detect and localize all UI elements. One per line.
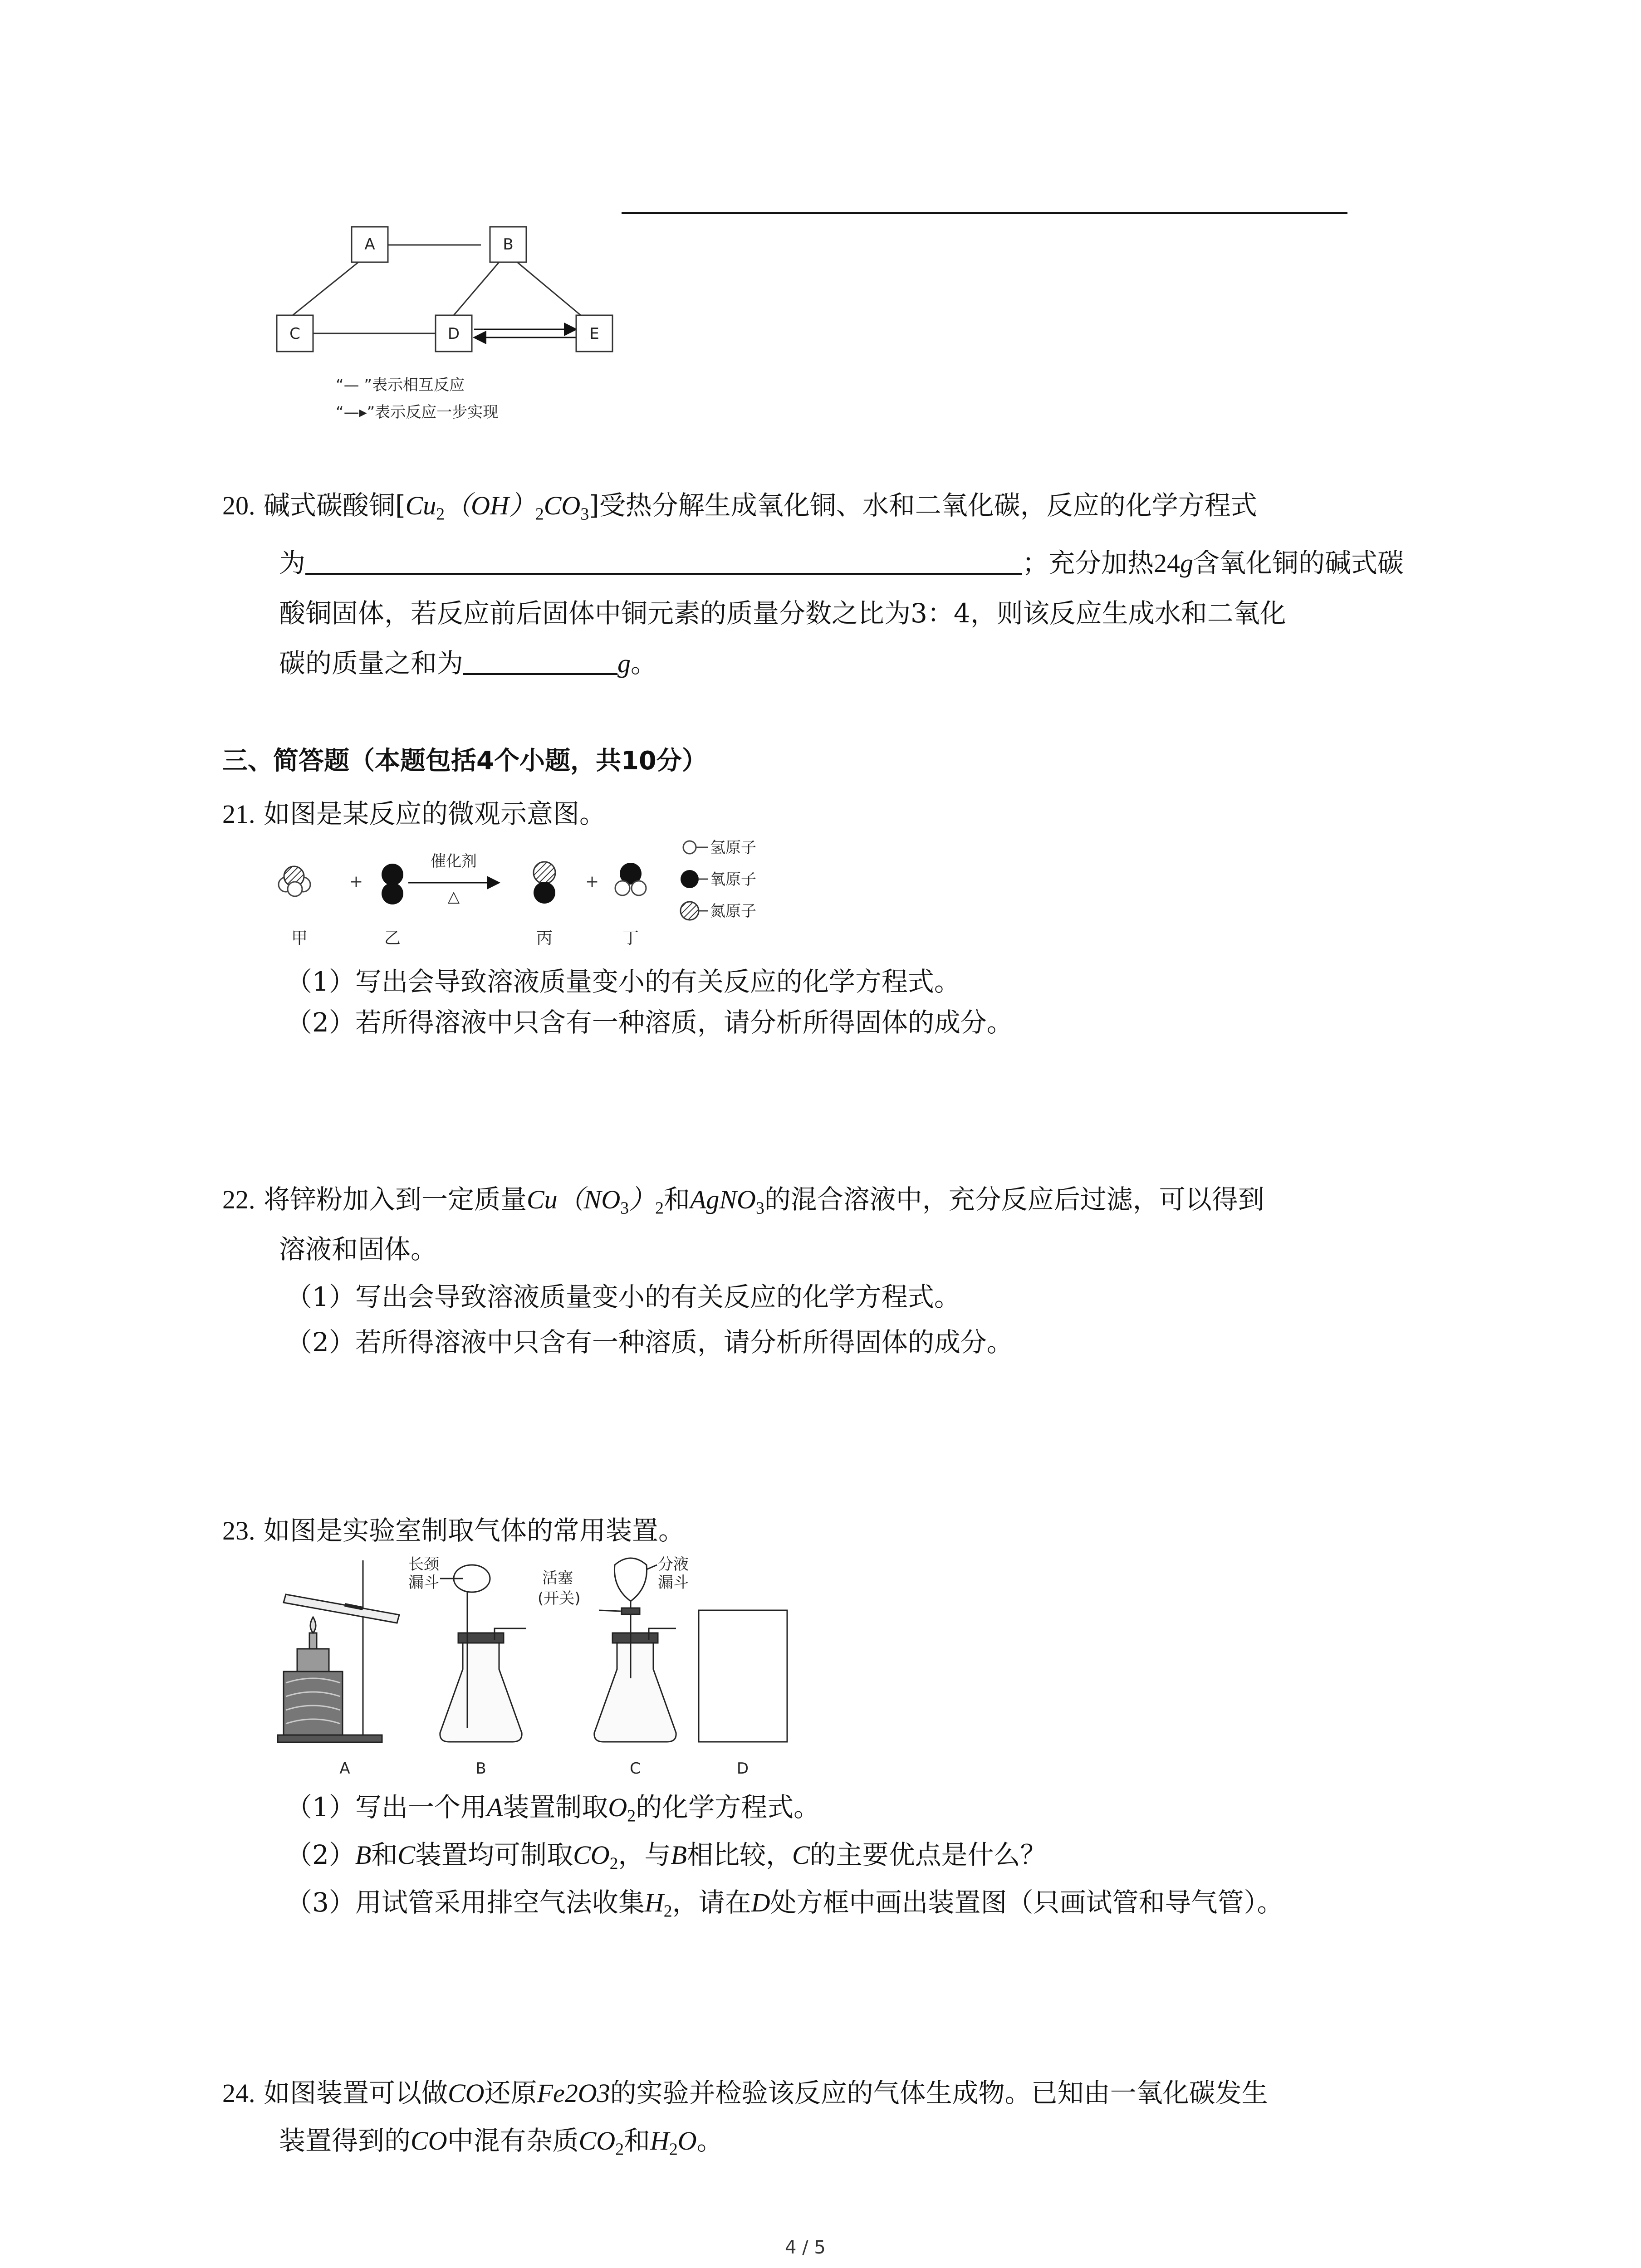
label-bing: 丙	[536, 929, 553, 948]
node-c-box	[277, 315, 313, 352]
section-3-title: 三、简答题（本题包括4个小题，共10分）	[222, 746, 707, 776]
apparatus-d-box[interactable]	[699, 1610, 787, 1742]
legend-line-text: “— ”表示相互反应	[336, 376, 465, 394]
label-ding: 丁	[622, 929, 639, 948]
valve-label-1: 活塞	[542, 1569, 573, 1587]
long-funnel-label-1: 长颈	[408, 1555, 439, 1574]
q19-relation-diagram	[272, 218, 635, 431]
q24-line1: 24. 如图装置可以做CO还原Fe2O3的实验并检验该反应的气体生成物。已知由一氧化碳发生	[222, 2077, 1268, 2108]
node-b-label: B	[503, 235, 514, 254]
q23-stem: 23. 如图是实验室制取气体的常用装置。	[222, 1515, 685, 1546]
q21-sub1: （1）写出会导致溶液质量变小的有关反应的化学方程式。	[286, 966, 960, 997]
node-e-label: E	[589, 325, 599, 343]
q22-line2: 溶液和固体。	[279, 1234, 437, 1265]
sep-funnel-label-2: 漏斗	[658, 1574, 689, 1592]
svg-text:氧原子: 氧原子	[710, 870, 756, 889]
label-c: C	[630, 1760, 641, 1778]
valve-label-2: (开关)	[538, 1589, 581, 1608]
node-b-box	[490, 227, 526, 262]
apparatus-b	[408, 1555, 526, 1742]
legend-hydrogen	[683, 839, 756, 857]
legend-arrow-text: “—▸”表示反应一步实现	[336, 403, 499, 421]
node-c-label: C	[289, 325, 300, 343]
label-d: D	[736, 1760, 749, 1778]
legend-nitrogen	[681, 902, 756, 920]
q23-sub3: （3）用试管采用排空气法收集$H_2$，请在D处方框中画出装置图（只画试管和导气管）。	[286, 1887, 1283, 1921]
q23-apparatus-figure	[272, 1551, 817, 1778]
q20-line4: 碳的质量之和为 g。	[279, 648, 657, 679]
label-jia: 甲	[291, 929, 308, 948]
node-e-box	[576, 315, 612, 352]
q20-line2: 为 ；充分加热24g含氧化铜的碱式碳	[279, 547, 1404, 578]
q24-line2: 装置得到的CO中混有杂质$CO_2$和$H_2O$。	[279, 2125, 723, 2159]
q19-answer-blank[interactable]	[622, 212, 1347, 214]
q20-line1: 20. 碱式碳酸铜$[Cu_2(OH)_2CO_3]$受热分解生成氧化铜、水和二氧化碳，反应的化学方程式	[222, 490, 1257, 524]
q20-number: 20.	[222, 491, 255, 520]
molecule-yi	[382, 864, 403, 904]
plus-sign-2: +	[585, 872, 599, 891]
apparatus-c	[538, 1555, 689, 1742]
plus-sign-1: +	[349, 872, 363, 891]
label-yi: 乙	[384, 929, 401, 948]
catalyst-label: 催化剂	[431, 852, 477, 870]
q20-line3: 酸铜固体，若反应前后固体中铜元素的质量分数之比为3：4，则该反应生成水和二氧化	[279, 598, 1286, 629]
molecule-ding	[615, 863, 646, 895]
q21-stem: 21. 如图是某反应的微观示意图。	[222, 798, 606, 829]
apparatus-a	[278, 1560, 399, 1742]
q21-sub2: （2）若所得溶液中只含有一种溶质，请分析所得固体的成分。	[286, 1007, 1013, 1038]
node-a-box	[352, 227, 388, 262]
q20-equation-blank[interactable]	[305, 573, 1022, 575]
node-d-label: D	[447, 325, 460, 343]
q20-mass-blank[interactable]	[463, 673, 617, 675]
node-a-label: A	[364, 235, 375, 254]
label-a: A	[339, 1760, 350, 1778]
q22-sub1: （1）写出会导致溶液质量变小的有关反应的化学方程式。	[286, 1281, 960, 1312]
page-number: 4 / 5	[785, 2237, 826, 2258]
label-b: B	[475, 1760, 486, 1778]
molecule-jia	[279, 866, 310, 896]
q23-sub2: （2）B和C装置均可制取$CO_2$，与B相比较，C的主要优点是什么？	[286, 1839, 1047, 1873]
q22-sub2: （2）若所得溶液中只含有一种溶质，请分析所得固体的成分。	[286, 1327, 1013, 1358]
q21-micro-reaction-figure	[272, 835, 817, 962]
heat-label: △	[447, 888, 460, 906]
long-funnel-label-2: 漏斗	[408, 1574, 439, 1592]
sep-funnel-label-1: 分液	[658, 1555, 689, 1574]
node-d-box	[436, 315, 472, 352]
svg-text:氮原子: 氮原子	[710, 902, 756, 920]
svg-text:氢原子: 氢原子	[710, 839, 756, 857]
q23-sub1: （1）写出一个用A装置制取$O_2$的化学方程式。	[286, 1792, 820, 1826]
q22-line1: 22. 将锌粉加入到一定质量$Cu(NO_3)_2$和AgNO$_3$的混合溶液中，充分反应后过滤，可以得到	[222, 1184, 1264, 1218]
legend-oxygen	[681, 870, 756, 889]
molecule-bing	[534, 862, 555, 904]
